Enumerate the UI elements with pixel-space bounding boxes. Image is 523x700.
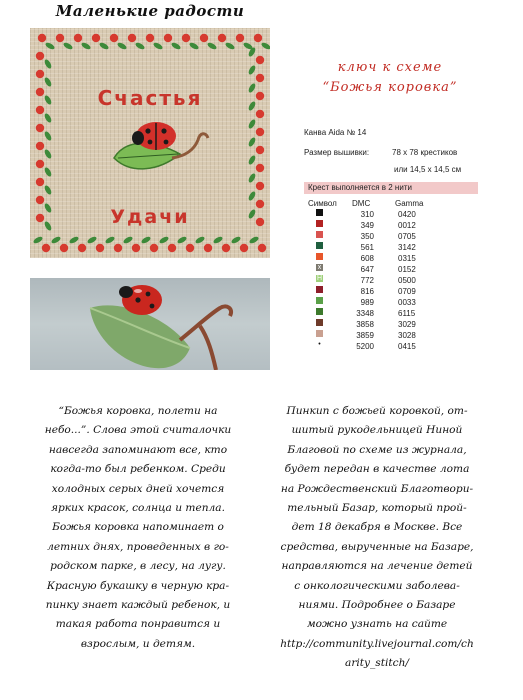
swatch-glyph: x — [317, 264, 322, 271]
legend-header-gamma: Gamma — [395, 199, 424, 208]
legend-dmc: 3348 — [356, 309, 374, 318]
legend-gamma: 6115 — [398, 309, 416, 318]
color-swatch — [316, 231, 323, 238]
size-label: Размер вышивки: — [304, 148, 370, 157]
legend-gamma: 3028 — [398, 331, 416, 340]
color-swatch — [316, 275, 323, 282]
legend-dmc: 647 — [360, 265, 374, 274]
text-line: Благовой по схеме из журнала, — [287, 443, 467, 456]
text-line: шитый рукодельницей Ниной — [291, 424, 463, 437]
size-info — [304, 148, 458, 157]
legend-gamma: 3142 — [398, 243, 416, 252]
swatch-glyph: • — [318, 341, 321, 348]
text-line: arity_stitch/ — [345, 657, 409, 670]
legend-dmc: 816 — [360, 287, 374, 296]
legend-row — [304, 231, 474, 242]
legend-row — [304, 286, 474, 297]
text-line: летних днях, проведенных в го- — [47, 540, 229, 553]
legend-row — [304, 209, 474, 220]
legend-dmc: 310 — [360, 210, 374, 219]
text-line: Красную букашку в черную кра- — [46, 579, 230, 592]
stitch-note: Крест выполняется в 2 нити — [304, 182, 478, 194]
text-line: холодных серых дней хочется — [51, 482, 225, 495]
color-swatch — [316, 341, 323, 348]
legend-dmc: 3858 — [356, 320, 374, 329]
text-line: Пинкип с божьей коровкой, от- — [286, 405, 468, 417]
key-heading-line2: “Божья коровка” — [322, 80, 458, 95]
legend-dmc: 349 — [360, 221, 374, 230]
text-line: тельный Базар, который прой- — [287, 502, 467, 515]
text-line: направляются на лечение детей — [281, 560, 473, 573]
legend-dmc: 772 — [360, 276, 374, 285]
legend-header-dmc: DMC — [352, 199, 371, 208]
legend-dmc: 350 — [360, 232, 374, 241]
legend-gamma: 0709 — [398, 287, 416, 296]
legend-dmc: 608 — [360, 254, 374, 263]
intro-text — [32, 402, 244, 654]
legend-dmc: 3859 — [356, 331, 374, 340]
text-line: средства, вырученные на Базаре, — [280, 540, 474, 553]
legend-gamma: 0415 — [398, 342, 416, 351]
text-line: “Божья коровка, полети на — [58, 405, 218, 417]
text-line: ярких красок, солнца и тепла. — [51, 502, 225, 515]
embroidery-image — [30, 28, 270, 258]
legend-gamma: 0012 — [398, 221, 416, 230]
legend-gamma: 0033 — [398, 298, 416, 307]
color-swatch — [316, 209, 323, 216]
legend-row — [304, 297, 474, 308]
text-line: такая работа понравится и — [55, 618, 221, 631]
text-line: http://community.livejournal.com/ch — [280, 637, 474, 650]
text-line: ниями. Подробнее о Базаре — [298, 599, 456, 612]
color-swatch — [316, 253, 323, 260]
color-swatch — [316, 297, 323, 304]
size-value-stitches: 78 x 78 крестиков — [392, 148, 458, 157]
key-heading — [290, 58, 490, 98]
key-heading-line1: ключ к схеме — [337, 60, 443, 75]
legend-row — [304, 220, 474, 231]
legend-gamma: 3029 — [398, 320, 416, 329]
text-line: Божья коровка напоминает о — [52, 521, 224, 534]
legend-dmc: 5200 — [356, 342, 374, 351]
legend-row — [304, 330, 474, 341]
color-swatch — [316, 220, 323, 227]
text-line: с онкологическими заболева- — [294, 579, 460, 592]
legend-header — [304, 198, 474, 209]
legend-header-symbol: Символ — [308, 199, 337, 208]
canvas-info — [304, 128, 366, 137]
text-line: будет передан в качестве лота — [284, 463, 470, 476]
text-line: взрослым, и детям. — [80, 637, 196, 650]
color-swatch — [316, 319, 323, 326]
color-swatch — [316, 242, 323, 249]
text-line: на Рождественский Благотвори- — [280, 482, 474, 495]
legend-gamma: 0500 — [398, 276, 416, 285]
text-line: пинку знает каждый ребенок, и — [45, 599, 231, 612]
legend-dmc: 989 — [360, 298, 374, 307]
text-line: небо...”. Слова этой считалочки — [44, 424, 232, 437]
canvas-label: Канва Aida № 14 — [304, 128, 367, 137]
color-swatch — [316, 264, 323, 271]
color-swatch — [316, 286, 323, 293]
legend-gamma: 0420 — [398, 210, 416, 219]
embroidery-word-happiness: Счастья — [97, 86, 203, 110]
color-swatch — [316, 308, 323, 315]
legend-row — [304, 341, 474, 352]
legend-gamma: 0705 — [398, 232, 416, 241]
legend-row — [304, 264, 474, 275]
legend-gamma: 0315 — [398, 254, 416, 263]
swatch-glyph: H — [316, 275, 323, 282]
ladybug-photo — [30, 278, 270, 370]
charity-text — [266, 402, 488, 674]
page-title: Маленькие радости — [55, 2, 245, 20]
text-line: когда-то был ребенком. Среди — [50, 463, 226, 476]
legend-row — [304, 242, 474, 253]
legend-dmc: 561 — [360, 243, 374, 252]
legend-row — [304, 308, 474, 319]
legend-row — [304, 253, 474, 264]
embroidery-word-luck: Удачи — [110, 206, 190, 228]
size-value-cm: или 14,5 x 14,5 см — [394, 165, 462, 174]
text-line: навсегда запоминают все, кто — [48, 443, 228, 456]
color-legend — [304, 198, 474, 352]
ladybug-leaf — [114, 122, 208, 169]
text-line: можно узнать на сайте — [306, 618, 448, 631]
color-swatch — [316, 330, 323, 337]
text-line: родском парке, в лесу, на лугу. — [50, 560, 226, 573]
legend-row — [304, 275, 474, 286]
text-line: дет 18 декабря в Москве. Все — [291, 521, 463, 534]
legend-gamma: 0152 — [398, 265, 416, 274]
legend-row — [304, 319, 474, 330]
